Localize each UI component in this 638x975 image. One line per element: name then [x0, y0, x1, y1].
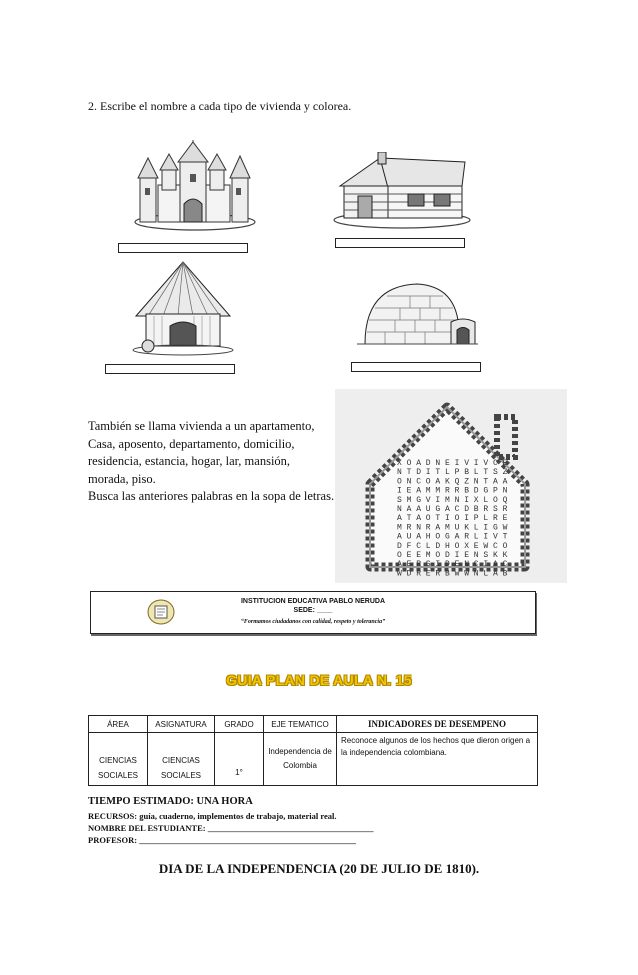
word-search-row: AUAHOGARLIVT	[397, 532, 513, 542]
log-cabin-icon	[330, 152, 475, 230]
header-grado: GRADO	[215, 716, 264, 733]
guia-title: GUIA PLAN DE AULA N. 15	[226, 672, 412, 688]
word-search-row: SMGVIMNIXLOQ	[397, 495, 513, 505]
word-search-row: MRNRAMUKLIGW	[397, 523, 513, 533]
word-search-row: DFCLDHOXEWCO	[397, 541, 513, 551]
igloo-icon	[355, 278, 480, 353]
header-eje: EJE TEMATICO	[264, 716, 337, 733]
answer-line-cabin[interactable]	[335, 238, 465, 248]
word-search-row: IEAMMRRBDGPN	[397, 486, 513, 496]
word-search-frame	[335, 389, 567, 583]
institution-name: INSTITUCION EDUCATIVA PABLO NERUDA	[240, 598, 386, 605]
answer-line-igloo[interactable]	[351, 362, 481, 372]
cell-area: CIENCIAS SOCIALES	[89, 733, 148, 786]
word-search-row: WDRERBWWNLAB	[397, 569, 513, 579]
exercise-instruction: 2. Escribe el nombre a cada tipo de vivienda y colorea.	[88, 99, 352, 113]
word-search-row: ONCOAKQZNTAA	[397, 477, 513, 487]
header-area: ÁREA	[89, 716, 148, 733]
cell-indicador: Reconoce algunos de los hechos que dieron origen a la independencia colombiana.	[337, 733, 538, 786]
table-header-row	[89, 716, 538, 733]
tiempo-estimado: TIEMPO ESTIMADO: UNA HORA	[88, 796, 253, 807]
institution-header	[90, 591, 536, 634]
word-search-row: AERSIDENCIAC	[397, 560, 513, 570]
answer-line-castle[interactable]	[118, 243, 248, 253]
answer-line-hut[interactable]	[105, 364, 235, 374]
header-indicadores: INDICADORES DE DESEMPENO	[337, 716, 538, 733]
cell-eje: Independencia de Colombia	[264, 733, 337, 786]
nombre-estudiante: NOMBRE DEL ESTUDIANTE: _______________________________________	[88, 823, 374, 833]
institution-sede: SEDE: ____	[293, 607, 333, 614]
recursos: RECURSOS: guía, cuaderno, implementos de trabajo, material real.	[88, 811, 337, 821]
cell-grado: 1°	[215, 733, 264, 786]
profesor: PROFESOR: ___________________________________________________	[88, 835, 356, 845]
cell-asignatura: CIENCIAS SOCIALES	[148, 733, 215, 786]
plan-table	[88, 715, 538, 786]
hut-icon	[128, 258, 238, 358]
dia-independencia: DIA DE LA INDEPENDENCIA (20 DE JULIO DE 1810).	[158, 861, 480, 876]
institution-motto: “Formamos ciudadanos con calidad, respeto y tolerancia”	[240, 619, 386, 625]
word-search-row: NAAUGACDBRSR	[397, 505, 513, 514]
word-search-row: ATAOTIOIPLRE	[397, 514, 513, 524]
castle-icon	[120, 140, 270, 235]
word-search-row: OEEMODIENSKK	[397, 551, 513, 560]
header-asignatura: ASIGNATURA	[148, 716, 215, 733]
word-search-row: NTDITLPBLTSZ	[397, 468, 513, 478]
word-search-grid	[397, 459, 512, 578]
table-row	[89, 733, 538, 786]
word-search-row: XOADNEIVIVCE	[397, 459, 513, 468]
synonyms-paragraph: También se llama vivienda a un apartamento, Casa, aposento, departamento, domicilio, residencia, estancia, hogar, lar, mansión, morada, piso. Busca las anteriores palabras en la sopa de letras.	[88, 419, 335, 503]
